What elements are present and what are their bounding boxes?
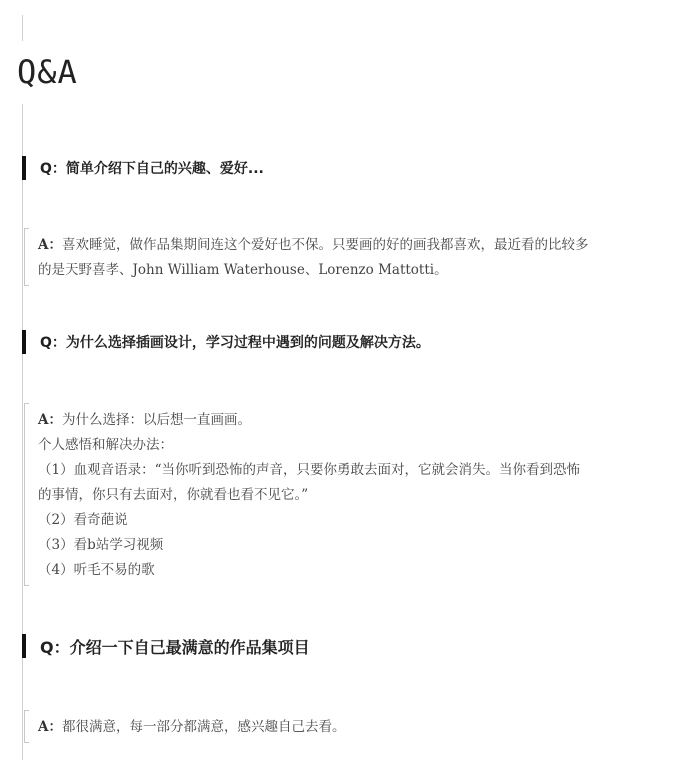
answer-prefix: A： [38, 237, 62, 253]
question-3 [22, 634, 310, 658]
question-text: Q：为什么选择插画设计，学习过程中遇到的问题及解决方法。 [40, 335, 430, 351]
question-marker [22, 634, 26, 658]
top-guide-line [22, 15, 23, 41]
answer-prefix: A： [38, 412, 62, 428]
answer-line: 的事情，你只有去面对，你就看也看不见它。” [38, 487, 309, 503]
answer-line: A：为什么选择：以后想一直画画。 [38, 412, 251, 428]
question-marker [22, 330, 26, 354]
answer-line: A：喜欢睡觉，做作品集期间连这个爱好也不保。只要画的好的画我都喜欢，最近看的比较多 [38, 237, 589, 253]
answer-line: （3）看b站学习视频 [38, 537, 164, 553]
answer-2 [24, 403, 665, 586]
answer-line: （1）血观音语录：“当你听到恐怖的声音，只要你勇敢去面对，它就会消失。当你看到恐怖 [38, 462, 580, 478]
left-guide-line [22, 104, 23, 760]
answer-3 [24, 710, 665, 743]
answer-prefix: A： [38, 719, 62, 735]
question-marker [22, 156, 26, 180]
answer-line: 的是天野喜孝、John William Waterhouse、Lorenzo Mattotti。 [38, 262, 448, 278]
question-1 [22, 156, 264, 180]
page-title: Q&A [17, 53, 78, 91]
question-text: Q：介绍一下自己最满意的作品集项目 [40, 637, 310, 657]
answer-line: A：都很满意，每一部分都满意，感兴趣自己去看。 [38, 719, 346, 735]
answer-line: （4）听毛不易的歌 [38, 562, 155, 578]
answer-line: 个人感悟和解决办法： [38, 437, 173, 453]
answer-line: （2）看奇葩说 [38, 512, 128, 528]
question-2 [22, 330, 430, 354]
answer-1 [24, 228, 665, 286]
question-text: Q：简单介绍下自己的兴趣、爱好... [40, 161, 264, 177]
